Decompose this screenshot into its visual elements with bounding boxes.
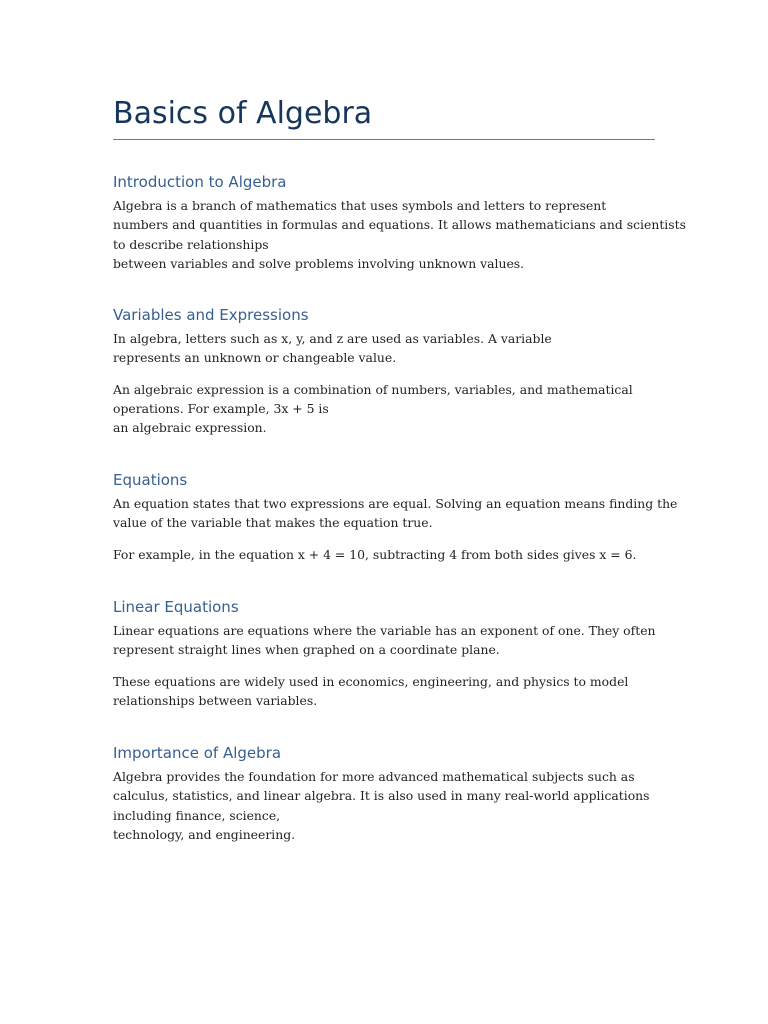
paragraph — [113, 380, 655, 438]
text-line: to describe relationships — [113, 236, 269, 252]
text-line: value of the variable that makes the equation true. — [113, 515, 433, 531]
section-heading: Importance of Algebra — [113, 744, 282, 762]
text-line: These equations are widely used in economics, engineering, and physics to model — [113, 673, 629, 689]
paragraph — [113, 329, 655, 368]
text-line: Linear equations are equations where the variable has an exponent of one. They often — [113, 623, 656, 638]
text-line: Algebra provides the foundation for more advanced mathematical subjects such as — [113, 769, 635, 784]
section-heading: Variables and Expressions — [113, 306, 309, 324]
title-divider — [113, 139, 655, 140]
text-line: calculus, statistics, and linear algebra. It is also used in many real-world applications — [113, 788, 650, 804]
text-line: represents an unknown or changeable value. — [113, 350, 397, 366]
text-line: An equation states that two expressions are equal. Solving an equation means finding the — [113, 496, 678, 511]
text-line: including finance, science, — [113, 807, 281, 823]
text-line: an algebraic expression. — [113, 420, 267, 436]
text-line: For example, in the equation x + 4 = 10, subtracting 4 from both sides gives x = 6. — [113, 546, 637, 562]
section-heading: Linear Equations — [113, 598, 239, 616]
text-line: represent straight lines when graphed on a coordinate plane. — [113, 642, 500, 658]
section-equations — [113, 470, 678, 564]
section-importance — [113, 743, 655, 844]
paragraph — [113, 545, 655, 564]
text-line: technology, and engineering. — [113, 826, 296, 842]
section-heading: Equations — [113, 471, 188, 489]
text-line: between variables and solve problems involving unknown values. — [113, 255, 525, 271]
text-line: In algebra, letters such as x, y, and z are used as variables. A variable — [113, 331, 552, 346]
section-heading: Introduction to Algebra — [113, 173, 287, 191]
section-variables-expressions — [113, 305, 655, 437]
paragraph — [113, 621, 655, 660]
document-page — [113, 92, 686, 842]
section-introduction — [113, 172, 686, 273]
text-line: operations. For example, 3x + 5 is — [113, 400, 329, 416]
text-line: relationships between variables. — [113, 692, 318, 708]
text-line: An algebraic expression is a combination of numbers, variables, and mathematical — [113, 381, 633, 397]
document-title: Basics of Algebra — [113, 96, 373, 131]
paragraph — [113, 672, 655, 711]
paragraph — [113, 196, 686, 273]
text-line: Algebra is a branch of mathematics that uses symbols and letters to represent — [113, 198, 607, 213]
text-line: numbers and quantities in formulas and equations. It allows mathematicians and scientists — [113, 217, 686, 233]
paragraph — [113, 494, 678, 533]
paragraph — [113, 767, 655, 844]
section-linear-equations — [113, 597, 655, 710]
